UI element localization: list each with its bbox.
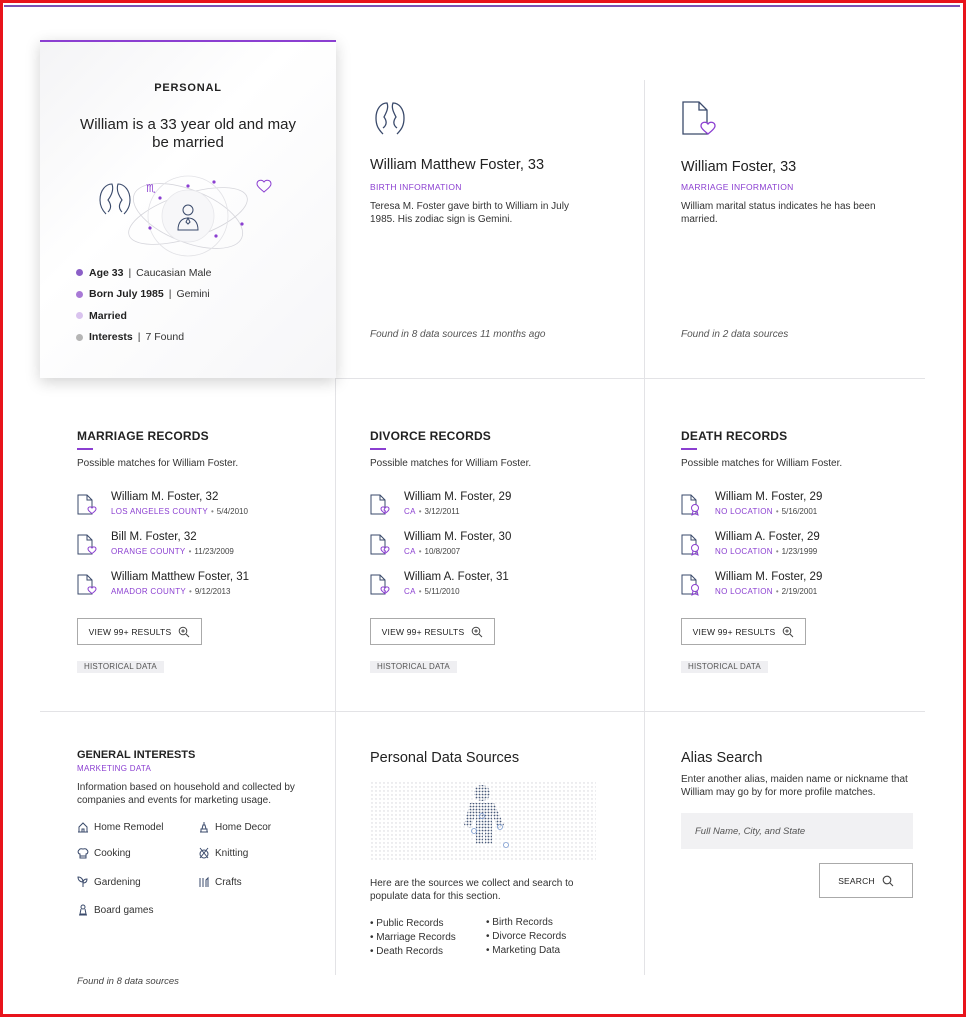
view-results-button[interactable] <box>681 618 806 645</box>
alias-search-button[interactable] <box>819 863 913 898</box>
interest-item <box>198 821 271 833</box>
record-date: 3/12/2011 <box>424 507 460 516</box>
board-games-icon <box>77 904 89 916</box>
svg-text:♏: ♏ <box>146 182 156 195</box>
record-date: 11/23/2009 <box>194 547 234 556</box>
document-broken-heart-icon <box>370 494 390 516</box>
record-name[interactable]: William A. Foster, 31 <box>404 571 509 583</box>
fact-married <box>76 305 316 327</box>
document-heart-icon <box>77 534 97 556</box>
interest-label: Home Decor <box>215 821 272 833</box>
fact-detail: Gemini <box>176 288 210 301</box>
record-date: 5/4/2010 <box>216 507 248 516</box>
view-results-label: VIEW 99+ RESULTS <box>692 626 776 637</box>
document-heart-icon <box>681 100 719 138</box>
view-results-button[interactable] <box>370 618 495 645</box>
fact-label: Married <box>89 309 127 322</box>
record-name[interactable]: William M. Foster, 32 <box>111 491 219 503</box>
historical-data-tag: HISTORICAL DATA <box>681 661 768 673</box>
meta-separator: • <box>189 587 192 596</box>
record-location: LOS ANGELES COUNTY <box>111 507 208 516</box>
divorce-records-title: DIVORCE RECORDS <box>370 429 492 443</box>
interest-item <box>77 876 141 888</box>
data-sources-title: Personal Data Sources <box>370 750 520 766</box>
record-date: 10/8/2007 <box>424 547 461 556</box>
document-broken-heart-icon <box>370 574 390 596</box>
birth-category: BIRTH INFORMATION <box>370 182 462 192</box>
meta-separator: • <box>418 507 422 516</box>
death-records-subtitle: Possible matches for William Foster. <box>681 458 843 469</box>
record-location: CA <box>404 507 416 516</box>
record-row[interactable] <box>77 491 317 521</box>
source-item: • Marketing Data <box>486 945 561 956</box>
search-button-label: SEARCH <box>838 875 875 886</box>
marriage-info-name: William Foster, 33 <box>681 159 797 175</box>
alias-search-title: Alias Search <box>681 750 763 766</box>
section-accent-rule <box>77 448 93 450</box>
interest-label: Gardening <box>94 876 141 888</box>
view-results-label: VIEW 99+ RESULTS <box>88 626 172 637</box>
personal-facts <box>76 262 316 348</box>
record-row[interactable] <box>77 531 317 561</box>
meta-separator: • <box>188 547 192 556</box>
record-row[interactable] <box>681 531 921 561</box>
record-meta <box>715 507 817 516</box>
document-heart-icon <box>77 494 97 516</box>
record-date: 1/23/1999 <box>781 547 818 556</box>
record-location: NO LOCATION <box>715 507 773 516</box>
fact-separator: | <box>128 266 132 279</box>
record-location: NO LOCATION <box>715 547 773 556</box>
record-name[interactable]: William M. Foster, 29 <box>404 491 512 503</box>
gardening-icon <box>77 876 89 888</box>
record-name[interactable]: William M. Foster, 30 <box>404 531 512 543</box>
document-ribbon-icon <box>681 574 701 596</box>
record-name[interactable]: William A. Foster, 29 <box>715 531 820 543</box>
grid-divider <box>40 711 925 712</box>
fact-detail: Caucasian Male <box>136 266 212 279</box>
document-broken-heart-icon <box>370 534 390 556</box>
historical-data-tag: HISTORICAL DATA <box>77 661 164 673</box>
record-row[interactable] <box>370 491 610 521</box>
home-remodel-icon <box>77 821 89 833</box>
general-interests-found: Found in 8 data sources <box>77 976 179 987</box>
record-location: NO LOCATION <box>715 587 773 596</box>
meta-separator: • <box>418 587 422 596</box>
grid-divider <box>644 80 645 975</box>
meta-separator: • <box>775 587 779 596</box>
personal-summary: William is a 33 year old and may be married <box>80 116 296 151</box>
section-accent-rule <box>370 448 386 450</box>
record-date: 9/12/2013 <box>194 587 231 596</box>
knitting-icon <box>198 847 210 859</box>
historical-data-tag: HISTORICAL DATA <box>370 661 457 673</box>
meta-separator: • <box>418 547 422 556</box>
fact-interests <box>76 327 316 349</box>
record-meta <box>715 547 817 556</box>
meta-separator: • <box>210 507 214 516</box>
divorce-records-subtitle: Possible matches for William Foster. <box>370 458 532 469</box>
interest-label: Board games <box>94 904 154 916</box>
record-name[interactable]: William M. Foster, 29 <box>715 491 823 503</box>
fact-detail: 7 Found <box>145 331 185 344</box>
marriage-records-subtitle: Possible matches for William Foster. <box>77 458 239 469</box>
personal-title: PERSONAL <box>154 82 222 94</box>
birth-found: Found in 8 data sources 11 months ago <box>370 329 546 340</box>
home-decor-icon <box>198 821 210 833</box>
interest-item <box>77 904 153 916</box>
interest-label: Home Remodel <box>94 821 164 833</box>
marriage-info-found: Found in 2 data sources <box>681 329 789 340</box>
search-plus-icon <box>782 626 794 638</box>
crafts-icon <box>198 876 210 888</box>
interest-item <box>198 847 248 859</box>
interest-label: Knitting <box>215 847 249 859</box>
interest-item <box>77 821 163 833</box>
data-figure-illustration <box>370 781 596 861</box>
fact-age <box>76 262 316 284</box>
search-icon <box>882 875 894 887</box>
marriage-records-title: MARRIAGE RECORDS <box>77 429 209 443</box>
record-row[interactable] <box>77 571 317 601</box>
alias-search-description: Enter another alias, maiden name or nickname that William may go by for more profile matches. <box>681 774 908 798</box>
birth-name: William Matthew Foster, 33 <box>370 157 545 173</box>
source-item: • Divorce Records <box>486 931 567 942</box>
search-plus-icon <box>471 626 483 638</box>
grid-divider <box>336 378 925 379</box>
record-meta <box>111 507 248 516</box>
fact-separator: | <box>137 331 141 344</box>
record-location: ORANGE COUNTY <box>111 547 186 556</box>
marriage-info-description: William marital status indicates he has been married. <box>681 201 876 225</box>
record-meta <box>111 587 230 596</box>
search-plus-icon <box>178 626 190 638</box>
alias-search-input[interactable] <box>681 813 913 849</box>
record-row[interactable] <box>370 571 610 601</box>
record-row[interactable] <box>681 571 921 601</box>
record-date: 5/11/2010 <box>424 587 460 596</box>
general-interests-description: Information based on household and collected by companies and events for marketing usage. <box>77 782 295 806</box>
document-ribbon-icon <box>681 494 701 516</box>
fact-separator: | <box>168 288 172 301</box>
interest-label: Crafts <box>215 876 242 888</box>
data-sources-description: Here are the sources we collect and search to populate data for this section. <box>370 878 574 902</box>
record-date: 2/19/2001 <box>781 587 818 596</box>
record-meta <box>715 587 817 596</box>
record-meta <box>404 547 460 556</box>
marriage-info-category: MARRIAGE INFORMATION <box>681 182 794 192</box>
personal-orbit-illustration <box>96 160 282 260</box>
fact-label: Age 33 <box>89 266 124 279</box>
chef-hat-icon <box>77 847 89 859</box>
interest-label: Cooking <box>94 847 131 859</box>
record-name[interactable]: William Matthew Foster, 31 <box>111 571 250 583</box>
record-location: CA <box>404 547 416 556</box>
birth-description: Teresa M. Foster gave birth to William in July 1985. His zodiac sign is Gemini. <box>370 201 569 225</box>
record-meta <box>404 587 460 596</box>
fact-dot <box>76 312 83 319</box>
record-location: AMADOR COUNTY <box>111 587 187 596</box>
general-interests-subtitle: MARKETING DATA <box>77 764 152 773</box>
record-name[interactable]: William M. Foster, 29 <box>715 571 823 583</box>
view-results-button[interactable] <box>77 618 202 645</box>
meta-separator: • <box>775 507 779 516</box>
record-name[interactable]: Bill M. Foster, 32 <box>111 531 197 543</box>
section-accent-rule <box>681 448 697 450</box>
record-meta <box>404 507 460 516</box>
fact-label: Interests <box>89 331 133 344</box>
source-item: • Birth Records <box>486 917 553 928</box>
view-results-label: VIEW 99+ RESULTS <box>381 626 465 637</box>
document-heart-icon <box>77 574 97 596</box>
interest-item <box>198 876 242 888</box>
source-item: • Death Records <box>370 946 443 957</box>
general-interests-title: GENERAL INTERESTS <box>77 749 196 761</box>
fact-label: Born July 1985 <box>89 288 164 301</box>
fact-born <box>76 284 316 306</box>
document-ribbon-icon <box>681 534 701 556</box>
fact-dot <box>76 291 83 298</box>
gemini-icon <box>100 184 130 214</box>
record-row[interactable] <box>681 491 921 521</box>
death-records-title: DEATH RECORDS <box>681 429 788 443</box>
record-location: CA <box>404 587 416 596</box>
interest-item <box>77 847 131 859</box>
source-item: • Public Records <box>370 918 444 929</box>
fact-dot <box>76 334 83 341</box>
fact-dot <box>76 269 83 276</box>
top-divider <box>4 5 960 7</box>
record-date: 5/16/2001 <box>781 507 818 516</box>
record-meta <box>111 547 234 556</box>
source-item: • Marriage Records <box>370 932 456 943</box>
record-row[interactable] <box>370 531 610 561</box>
gemini-icon <box>370 100 410 138</box>
personal-card <box>40 40 336 378</box>
meta-separator: • <box>775 547 779 556</box>
